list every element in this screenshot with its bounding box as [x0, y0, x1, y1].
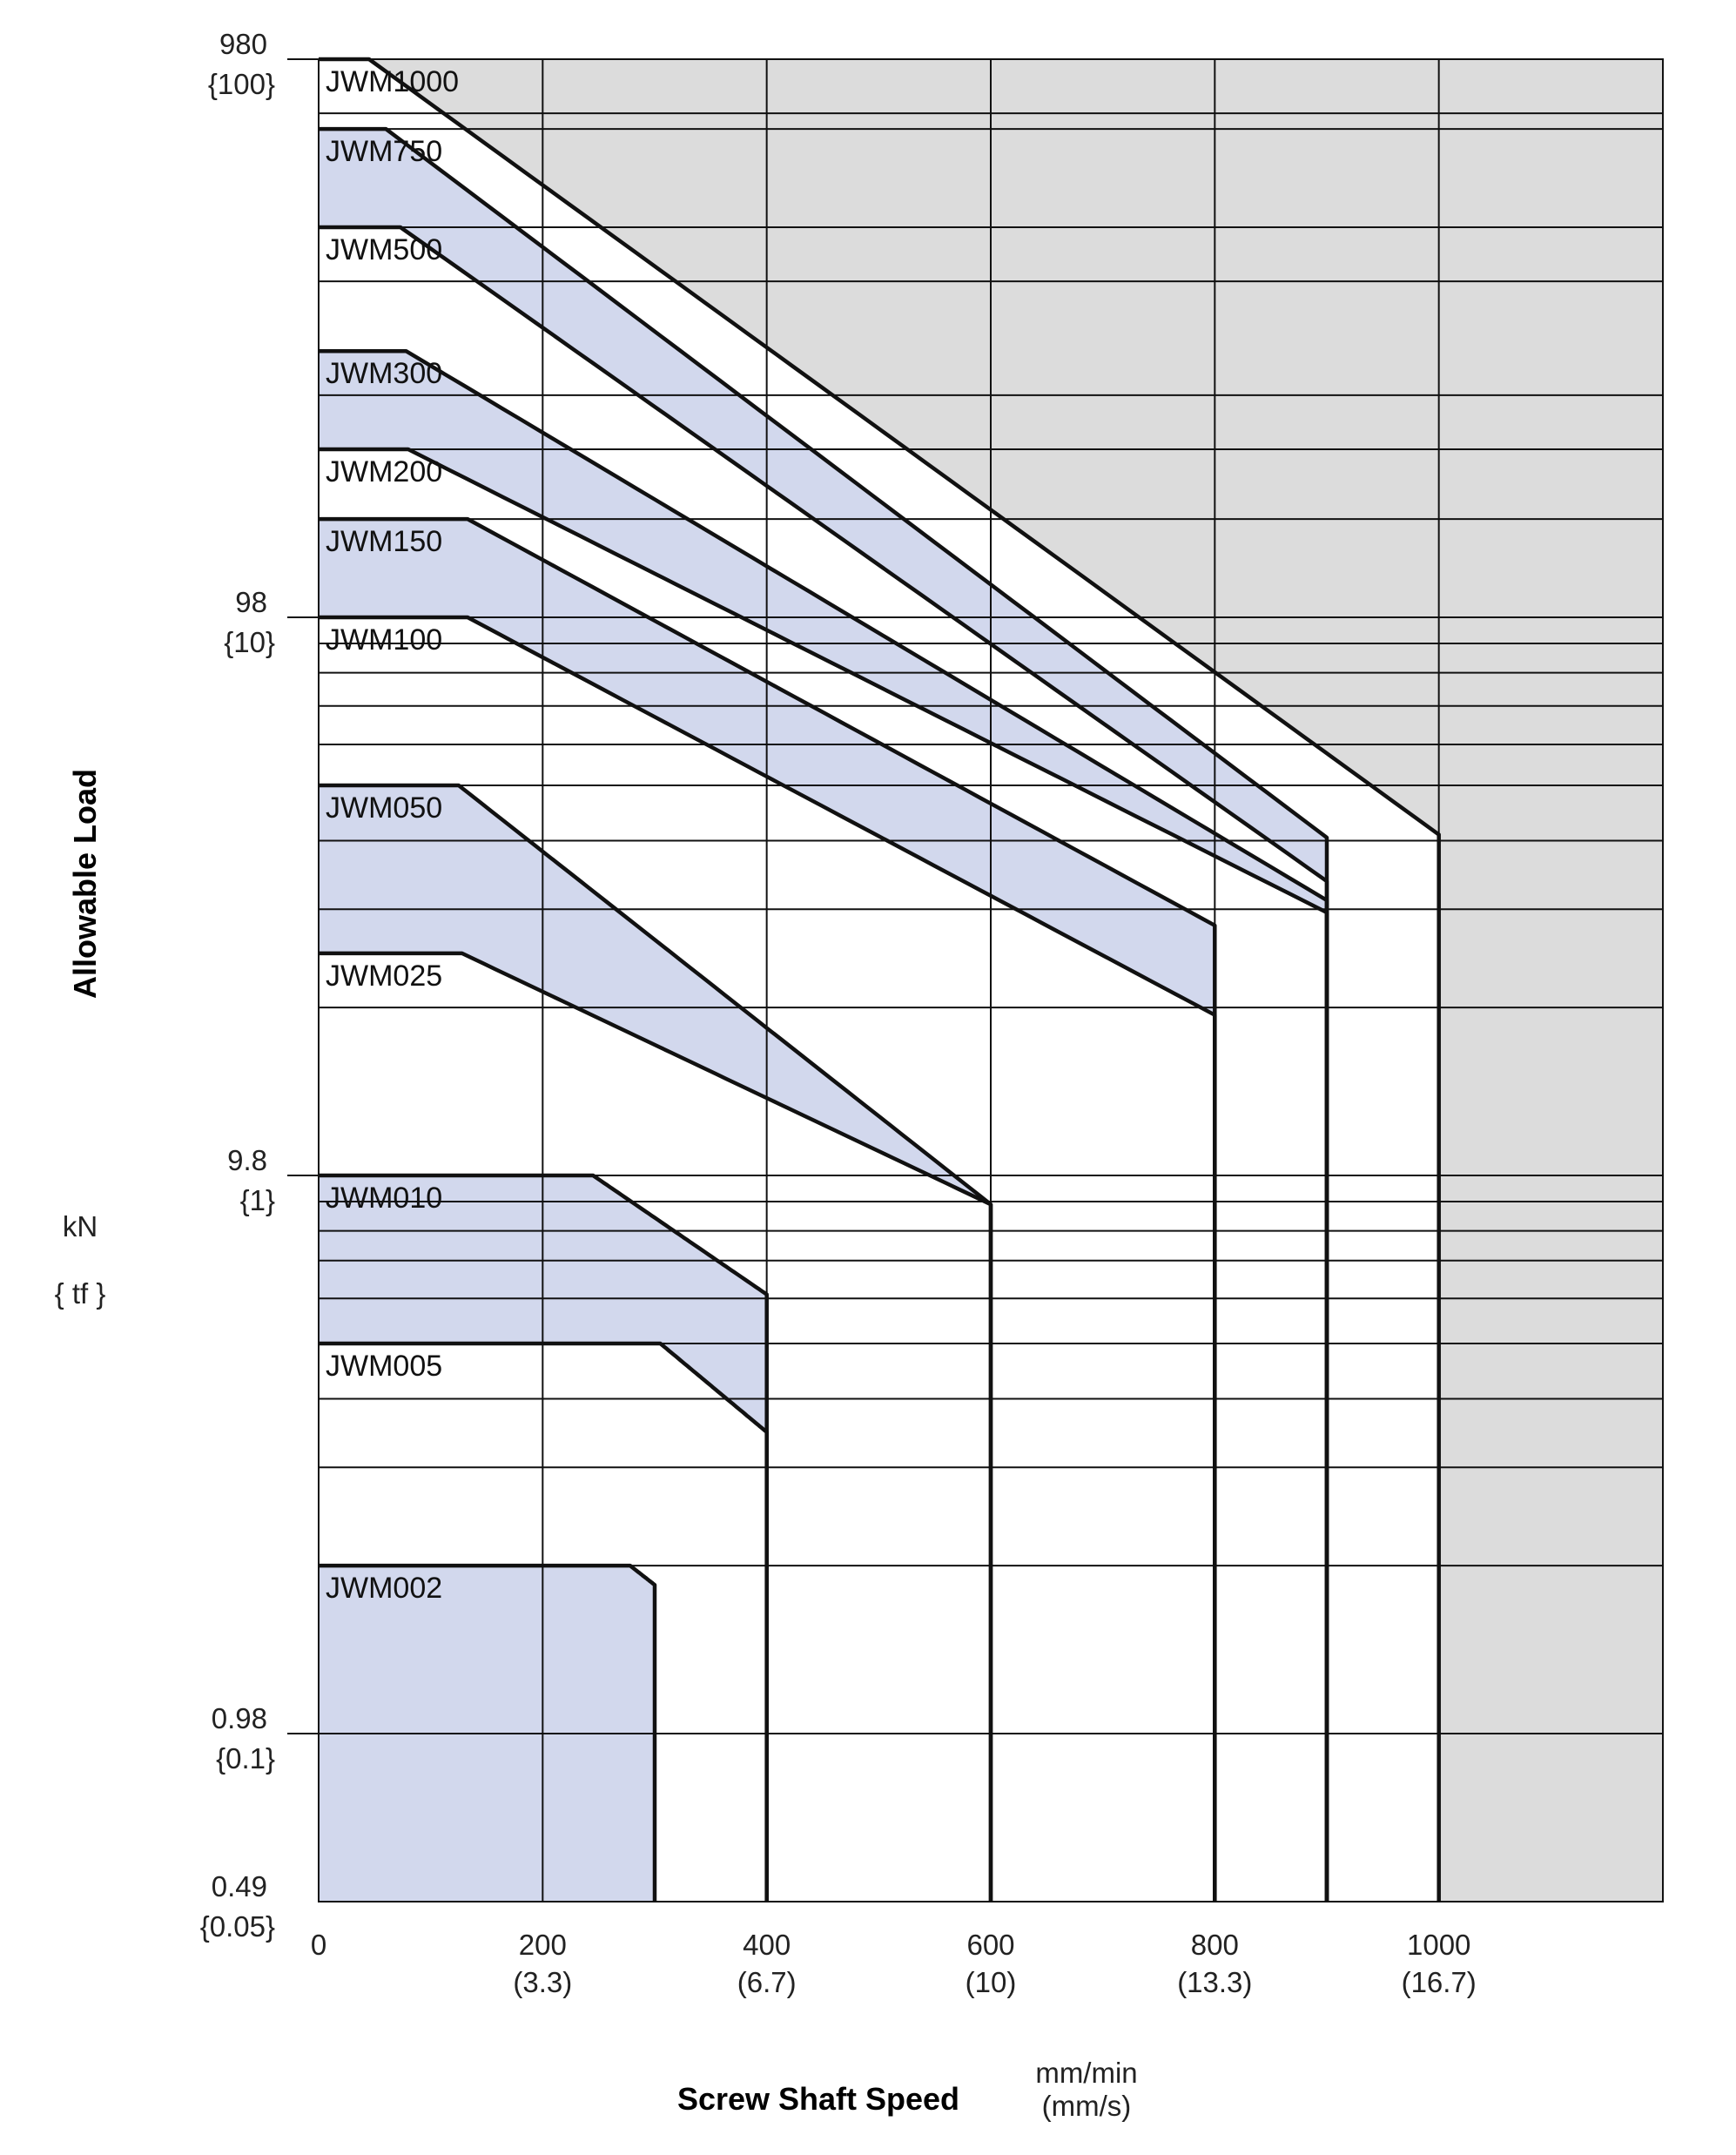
x-tick-label: 600	[966, 1929, 1015, 1961]
y-tick-label: 98	[235, 586, 267, 618]
series-label-jwm100: JWM100	[326, 623, 443, 657]
series-label-jwm002: JWM002	[326, 1572, 443, 1606]
x-tick-sublabel: (16.7)	[1401, 1966, 1477, 1998]
y-tick-sublabel: {1}	[239, 1184, 275, 1216]
series-label-jwm1000: JWM1000	[326, 65, 460, 98]
y-axis-unit-tf: { tf }	[54, 1277, 106, 1310]
series-label-jwm200: JWM200	[326, 455, 443, 488]
y-axis-unit: kN	[62, 1210, 98, 1242]
y-axis-ticks	[200, 28, 319, 1943]
y-tick-sublabel: {0.05}	[199, 1910, 275, 1943]
x-tick-label: 800	[1190, 1929, 1239, 1961]
x-tick-sublabel: (3.3)	[513, 1966, 573, 1998]
y-tick-label: 0.98	[211, 1702, 267, 1734]
series-label-jwm050: JWM050	[326, 791, 443, 825]
x-tick-sublabel: (6.7)	[737, 1966, 797, 1998]
x-tick-sublabel: (10)	[965, 1966, 1017, 1998]
x-axis-unit-mms: (mm/s)	[1041, 2090, 1132, 2122]
y-tick-sublabel: {0.1}	[216, 1742, 275, 1775]
y-tick-label: 0.49	[211, 1870, 267, 1902]
series-label-jwm300: JWM300	[326, 357, 443, 391]
series-label-jwm750: JWM750	[326, 135, 443, 169]
y-tick-sublabel: {10}	[224, 626, 275, 658]
y-tick-sublabel: {100}	[207, 68, 275, 100]
x-tick-label: 400	[743, 1929, 791, 1961]
y-tick-label: 980	[219, 28, 267, 60]
x-tick-sublabel: (13.3)	[1177, 1966, 1253, 1998]
x-tick-label: 200	[518, 1929, 567, 1961]
y-tick-label: 9.8	[227, 1144, 267, 1176]
series-label-jwm150: JWM150	[326, 525, 443, 559]
series-label-jwm025: JWM025	[326, 959, 443, 993]
x-axis-unit: mm/min	[1035, 2057, 1138, 2089]
x-tick-label: 1000	[1406, 1929, 1471, 1961]
series-label-jwm500: JWM500	[326, 233, 443, 266]
x-tick-label: 0	[310, 1929, 327, 1961]
x-axis-ticks	[311, 1929, 1477, 1998]
series-label-jwm010: JWM010	[326, 1182, 443, 1215]
x-axis-title: Screw Shaft Speed	[676, 2081, 960, 2117]
series-label-jwm005: JWM005	[326, 1350, 443, 1383]
y-axis-title: Allowable Load	[67, 768, 103, 1000]
